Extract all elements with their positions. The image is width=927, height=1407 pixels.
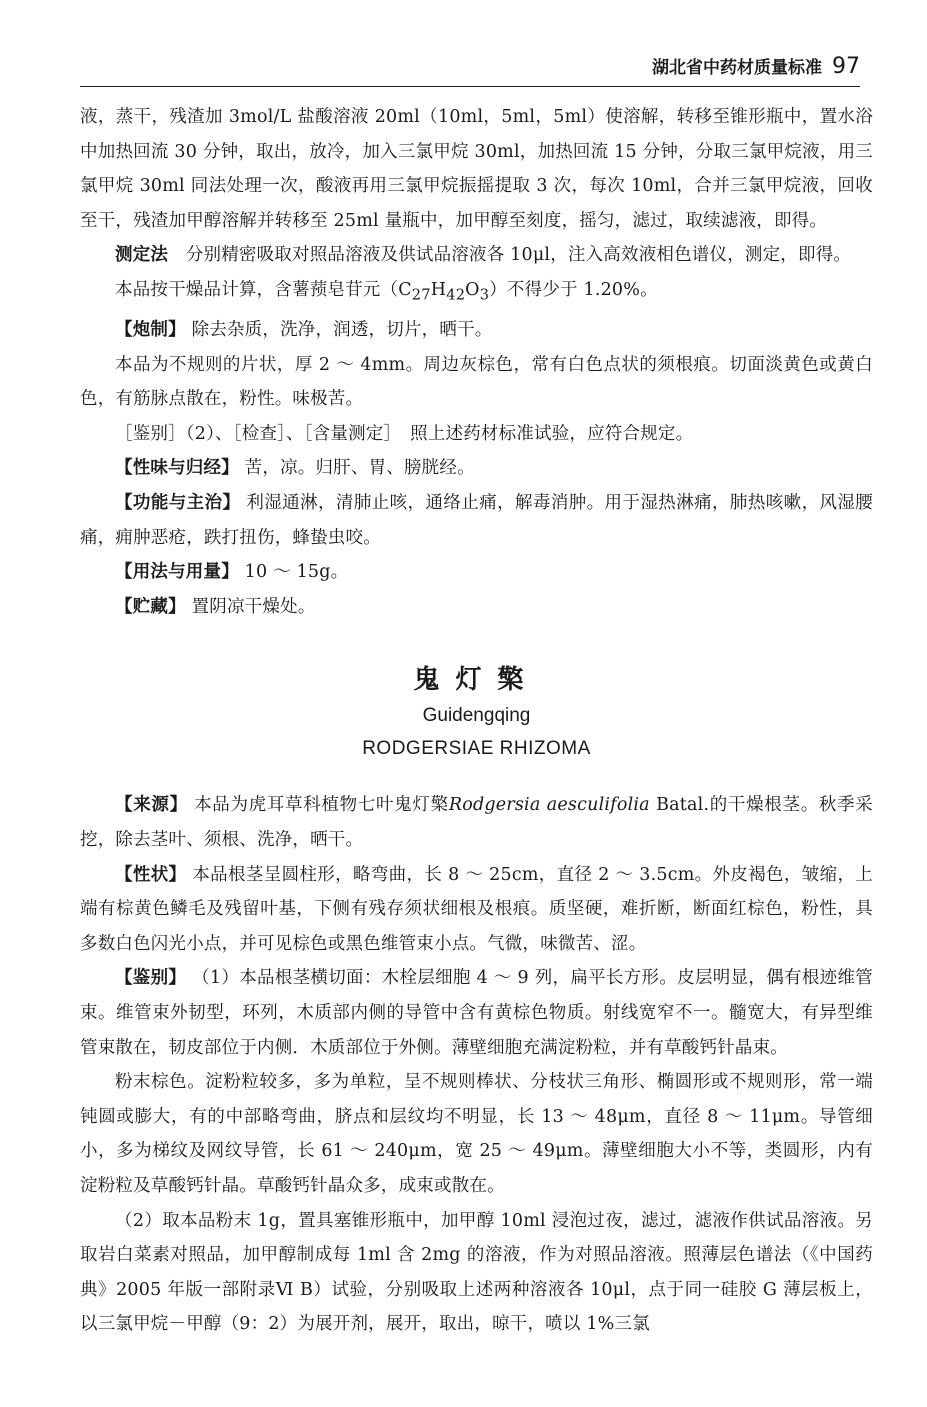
paragraph-storage (80, 590, 873, 625)
section-label-assay: 测定法 (115, 245, 169, 266)
book-title: 湖北省中药材质量标准 (652, 58, 822, 78)
processing-text: 除去杂质，洗净，润透，切片，晒干。 (191, 320, 493, 341)
formula-sub-o: 3 (479, 286, 490, 304)
formula-sub-c: 27 (411, 286, 431, 304)
identification-1-text: （1）本品根茎横切面：木栓层细胞 4 ～ 9 列，扁平长方形。皮层明显，偶有根迹维管束。维管束外韧型，环列，木质部内侧的导管中含有黄棕色物质。射线宽窄不一。髓宽大，有异型维管束散在，韧皮部位于内侧．木质部位于外侧。薄壁细胞充满淀粉粒，并有草酸钙针晶束。 (80, 968, 873, 1058)
entry-title-latin: RODGERSIAE RHIZOMA (362, 738, 591, 760)
paragraph-content-limit (80, 273, 873, 313)
paragraph-identification-1 (80, 961, 873, 1065)
source-text-b: Batal.的干燥根茎。秋季采挖，除去茎叶、须根、洗净，晒干。 (80, 795, 873, 850)
section-label-function: 【功能与主治】 (115, 493, 241, 514)
section-label-identification: 【鉴别】 (115, 968, 187, 989)
paragraph-processed-desc: 本品为不规则的片状，厚 2 ～ 4mm。周边灰棕色，常有白色点状的须根痕。切面淡黄色或黄白色，有筋脉点散在，粉性。味极苦。 (80, 354, 873, 410)
paragraph-identification-2: （2）取本品粉末 1g，置具塞锥形瓶中，加甲醇 10ml 浸泡过夜，滤过，滤液作供试品溶液。另取岩白菜素对照品，加甲醇制成每 1ml 含 2mg 的溶液，作为对照品溶液。照薄层色谱法（《中国药典》2005 年版一部附录Ⅵ B）试验，分别吸取上述两种溶液各 10μl，点于同一硅胶 G 薄层板上，以三氯甲烷－甲醇（9：2）为展开剂，展开，取出，晾干，喷以 1%三氯 (80, 1210, 873, 1335)
section-label-storage: 【贮藏】 (115, 596, 186, 617)
paragraph-dosage (80, 555, 873, 590)
page-number: 97 (832, 54, 860, 79)
paragraph-character (80, 858, 873, 962)
section-label-dosage: 【用法与用量】 (115, 562, 239, 583)
paragraph-processing (80, 313, 873, 348)
section-label-source: 【来源】 (115, 795, 188, 816)
formula-h: H (430, 279, 447, 300)
entry-title-pinyin: Guidengqing (422, 705, 531, 727)
content-limit-text-a: 本品按干燥品计算，含薯蓣皂苷元（C (115, 279, 412, 300)
source-latin-name: Rodgersia aesculifolia (448, 795, 650, 816)
paragraph-function (80, 486, 873, 555)
section-label-nature: 【性味与归经】 (115, 458, 239, 479)
paragraph-inspection: ［鉴别］（2）、［检查］、［含量测定］ 照上述药材标准试验，应符合规定。 (115, 423, 694, 444)
paragraph-powder: 粉末棕色。淀粉粒较多，多为单粒，呈不规则棒状、分枝状三角形、椭圆形或不规则形，常一端钝圆或膨大，有的中部略弯曲，脐点和层纹均不明显，长 13 ～ 48μm，直径 8 ～ 11μm。导管细小，多为梯纹及网纹导管，长 61 ～ 240μm，宽 25 ～ 49μm。薄壁细胞大小不等，类圆形，内有淀粉粒及草酸钙针晶。草酸钙针晶众多，成束或散在。 (80, 1072, 873, 1196)
running-header (80, 52, 860, 82)
storage-text: 置阴凉干燥处。 (191, 596, 316, 617)
section-label-character: 【性状】 (115, 864, 187, 885)
section-label-processing: 【炮制】 (115, 320, 186, 341)
assay-text: 分别精密吸取对照品溶液及供试品溶液各 10μl，注入高效液相色谱仪，测定，即得。 (185, 245, 852, 266)
dosage-text: 10 ～ 15g。 (244, 562, 349, 583)
entry-title-block (80, 660, 873, 766)
paragraph-assay (80, 238, 873, 273)
source-text-a: 本品为虎耳草科植物七叶鬼灯檠 (194, 795, 449, 816)
paragraph-sample-prep: 液，蒸干，残渣加 3mol/L 盐酸溶液 20ml（10ml，5ml，5ml）使溶解，转移至锥形瓶中，置水浴中加热回流 30 分钟，取出，放冷，加入三氯甲烷 30ml，加热回流 15 分钟，分取三氯甲烷液，用三氯甲烷 30ml 同法处理一次，酸液再用三氯甲烷振摇提取 3 次，每次 10ml，合并三氯甲烷液，回收至干，残渣加甲醇溶解并转移至 25ml 量瓶中，加甲醇至刻度，摇匀，滤过，取续滤液，即得。 (80, 107, 873, 231)
function-text: 利湿通淋，清肺止咳，通络止痛，解毒消肿。用于湿热淋痛，肺热咳嗽，风湿腰痛，痈肿恶疮，跌打扭伤，蜂蛰虫咬。 (80, 493, 874, 548)
content-limit-text-b: ）不得少于 1.20%。 (489, 279, 658, 300)
formula-o: O (465, 279, 480, 300)
entry-title-chinese: 鬼灯檠 (413, 665, 540, 696)
header-rule (80, 86, 860, 87)
paragraph-source (80, 788, 873, 857)
nature-text: 苦，凉。归肝、胃、膀胱经。 (244, 458, 475, 479)
formula-sub-h: 42 (446, 286, 466, 304)
paragraph-nature (80, 451, 873, 486)
page-body (80, 100, 873, 1342)
character-text: 本品根茎呈圆柱形，略弯曲，长 8 ～ 25cm，直径 2 ～ 3.5cm。外皮褐色，皱缩，上端有棕黄色鳞毛及残留叶基，下侧有残存须状细根及根痕。质坚硬，难折断，断面红棕色，粉性，具多数白色闪光小点，并可见棕色或黑色维管束小点。气微，味微苦、涩。 (80, 864, 873, 954)
